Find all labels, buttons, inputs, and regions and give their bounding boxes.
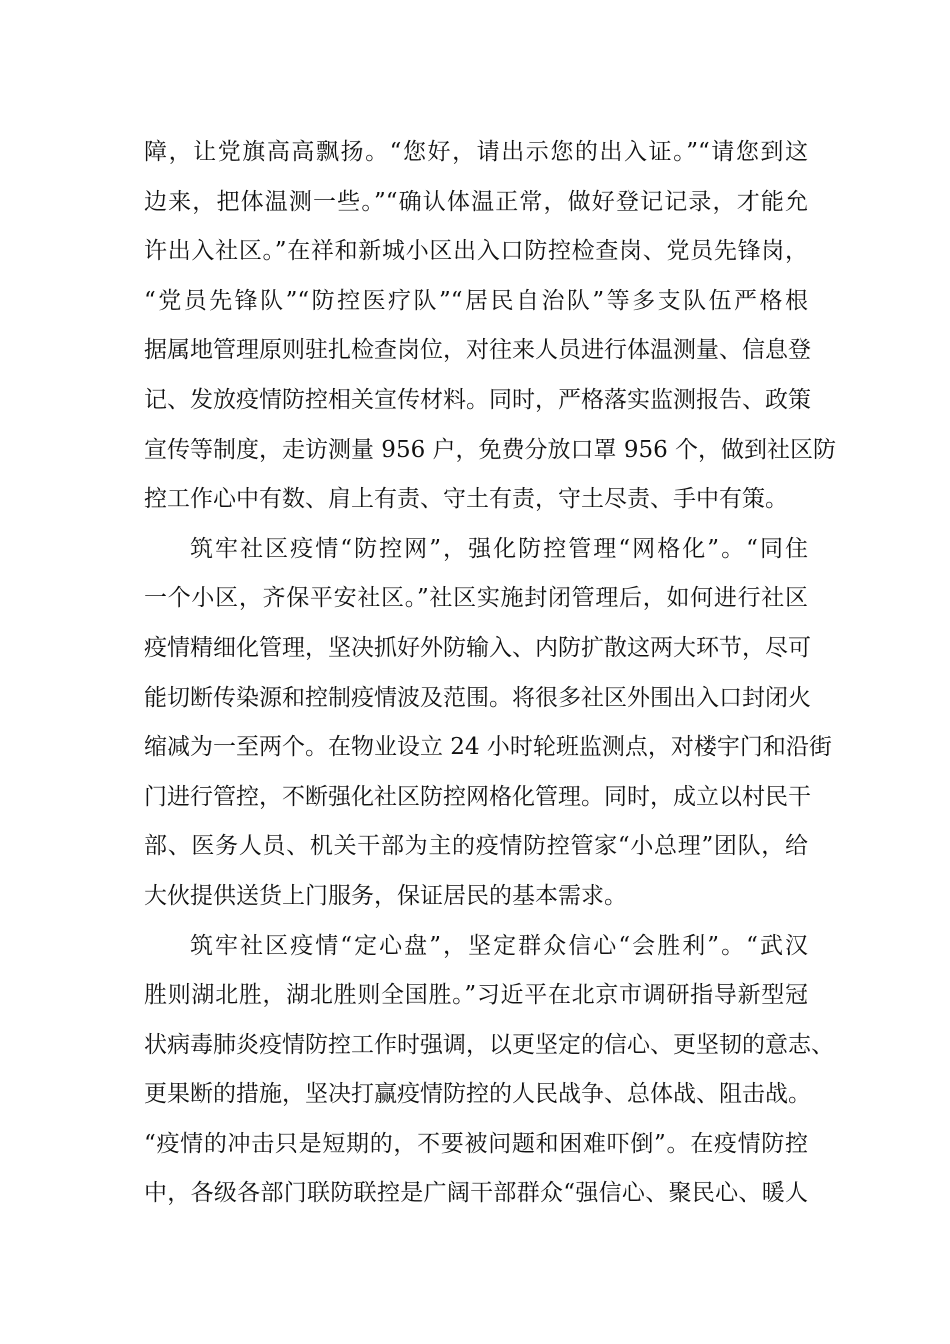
text-line: 能切断传染源和控制疫情波及范围。将很多社区外围出入口封闭火 (144, 684, 811, 711)
body-text (144, 128, 837, 1219)
text-line: 记、发放疫情防控相关宣传材料。同时，严格落实监测报告、政策 (144, 386, 811, 413)
paragraph-2 (144, 525, 832, 922)
text-line: 控工作心中有数、肩上有责、守土有责，守土尽责、手中有策。 (144, 486, 788, 513)
text-line: 胜则湖北胜，湖北胜则全国胜。”习近平在北京市调研指导新型冠 (144, 982, 808, 1009)
text-line: 宣传等制度，走访测量 956 户，免费分放口罩 956 个，做到社区防 (144, 436, 837, 463)
text-line: 许出入社区。”在祥和新城小区出入口防控检查岗、党员先锋岗， (144, 238, 808, 265)
text-line: 边来，把体温测一些。”“确认体温正常，做好登记记录，才能允 (144, 188, 808, 215)
text-line: 中，各级各部门联防联控是广阔干部群众“强信心、聚民心、暖人 (144, 1180, 808, 1207)
text-line: 门进行管控，不断强化社区防控网格化管理。同时，成立以村民干 (144, 783, 811, 810)
text-line: 筑牢社区疫情“定心盘”，坚定群众信心“会胜利”。“武汉 (190, 932, 808, 959)
text-line: 一个小区，齐保平安社区。”社区实施封闭管理后，如何进行社区 (144, 585, 808, 612)
text-line: 据属地管理原则驻扎检查岗位，对往来人员进行体温测量、信息登 (144, 337, 811, 364)
text-line: 更果断的措施，坚决打赢疫情防控的人民战争、总体战、阻击战。 (144, 1081, 811, 1108)
text-line: 部、医务人员、机关干部为主的疫情防控管家“小总理”团队，给 (144, 833, 808, 860)
text-line: 筑牢社区疫情“防控网”，强化防控管理“网格化”。“同住 (190, 535, 808, 562)
paragraph-3 (144, 922, 834, 1220)
text-line: “疫情的冲击只是短期的，不要被问题和困难吓倒”。在疫情防控 (144, 1130, 808, 1157)
paragraph-1 (144, 128, 837, 525)
text-line: 障，让党旗高高飘扬。“您好，请出示您的出入证。”“请您到这 (144, 139, 808, 165)
text-line: 缩减为一至两个。在物业设立 24 小时轮班监测点，对楼宇门和沿街 (144, 734, 832, 761)
text-line: 疫情精细化管理，坚决抓好外防输入、内防扩散这两大环节，尽可 (144, 634, 811, 661)
text-line: 状病毒肺炎疫情防控工作时强调，以更坚定的信心、更坚韧的意志、 (144, 1031, 834, 1058)
text-line: “党员先锋队”“防控医疗队”“居民自治队”等多支队伍严格根 (144, 287, 808, 314)
text-line: 大伙提供送货上门服务，保证居民的基本需求。 (144, 882, 627, 909)
